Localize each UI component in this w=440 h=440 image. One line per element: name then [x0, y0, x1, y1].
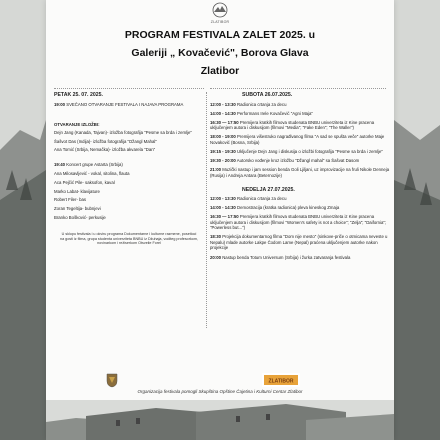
opening-text: SVEČANO OTVARANJE FESTIVALA I NAJAVA PROGRAMA — [66, 101, 184, 107]
event-text: Uključenje Dejn Jang i diskusija o izložbi fotografija "Pesme sa brda i zemlje" — [237, 148, 383, 154]
event-time: 14:00 - 14:30 — [210, 205, 236, 211]
gallery-photo — [46, 400, 394, 440]
band-member: Branko Bošković- perkusije — [54, 214, 106, 220]
event-entry — [210, 120, 390, 131]
footer-credits: Organizacija festivala pomogli Skupština Opštine Čajetina i Kulturni Centar Zlatibor — [137, 389, 303, 394]
poster-title — [46, 26, 394, 80]
date-friday: PETAK 25. 07. 2025. — [54, 92, 103, 98]
event-text: Premijera kratkih filmova studenata BNBU univerziteta iz Kine pracena uključenjem autora i diskusijom (filmovi "Media"; "Fake Eden"; "The Waller") — [210, 119, 375, 131]
event-text: Demostracija (kratka radionica) pleva kineskog Zmaja — [237, 205, 340, 211]
event-time: 12:00 - 13:30 — [210, 101, 236, 107]
municipality-crest-icon — [104, 372, 120, 388]
festival-poster — [46, 0, 394, 440]
festival-logo-icon — [209, 2, 231, 20]
title-line-2: Galeriji „ Kovačević", Borova Glava — [131, 47, 309, 59]
event-text: Muzički nastup i jam session benda Goli Ljiljani, uz improvizacije na fruli Nikole Denneja (Rusija) i Andreja Antara (Beternozije) — [210, 167, 390, 178]
event-entry — [210, 102, 390, 108]
exhibitions-title: OTVARANJE IZLOŽBI: — [54, 121, 100, 127]
event-entry — [210, 255, 390, 261]
event-entry — [210, 134, 390, 145]
event-time: 19:15 - 19:30 — [210, 148, 236, 154]
festival-note: U sklopu festivala i u okviru programa Dokumentarne i kulturne razmene, posetioci na gosti iz filma, grupa studenta univerziteta BNBU iz Džuhaja, voditeg profesorkom, novinarkom i režiserkom Otsveile Forel — [60, 232, 198, 246]
event-time: 16:30 — 17:50 — [210, 214, 239, 220]
event-text: Autorsko vođenje kroz izložbu "Džangl mahal" sa Šašvat Dasom — [236, 157, 360, 163]
event-text: Radionica crtanja za decu — [237, 101, 287, 107]
event-text: Premijera kratkih filmova studenata BNBU univerziteta iz Kine pracena uključenjem autora i diskusijom (filmovi "Women's safety is not a choice"; "Zelja"; "Daifornia"; "Powerless but...") — [210, 214, 387, 231]
band-member: Robert Filer- bas — [54, 197, 86, 203]
event-entry — [210, 196, 390, 202]
band-member: Ana Milosavljević - vokal, sitolina, flauta — [54, 171, 130, 177]
event-entry — [210, 158, 390, 164]
event-entry — [210, 214, 390, 231]
day-saturday-sunday — [210, 93, 390, 264]
event-time: 20:00 — [210, 254, 221, 260]
day-friday — [54, 93, 204, 246]
festival-logo-text: ZLATIBOR — [210, 20, 230, 24]
exhibition-item: Šašvot Das (Indija)- izložba fotografija "Džangl Mahal" — [54, 138, 157, 144]
divider-right — [210, 88, 386, 89]
event-text: Projekcija dokumentarnog filma "Dom nije mesto" (sinkove-priče o otmicama neveste u Nepalu) mlade autorke Lakpe Čodom Lame (Nepal) praćena uključenjem autorke nakon projekcije — [210, 234, 388, 251]
sponsor-logos — [46, 372, 394, 388]
event-text: Performans Irele Kovačević "Agni Maja" — [237, 110, 313, 116]
column-divider — [206, 92, 207, 328]
concert-entry — [54, 162, 204, 168]
event-time: 18:00 - 19:00 — [210, 134, 236, 140]
event-entry — [210, 234, 390, 251]
event-text: Radionica crtanja za decu — [237, 196, 287, 202]
date-saturday: SUBOTA 26.07.2025. — [242, 92, 293, 98]
band-member: Aca Pejčić Pile- saksofon, kaval — [54, 179, 115, 185]
band-member: Marko Labat- klavijature — [54, 188, 100, 194]
title-line-3: Zlatibor — [200, 65, 240, 77]
event-text: Nastup benda Totum Universum (Srbija) i žurka zatvaranja festivala — [222, 254, 351, 260]
title-line-1: PROGRAM FESTIVALA ZALET 2025. u — [124, 29, 316, 41]
kulturni-centar-logo — [262, 372, 300, 388]
event-text: Premijera višestruko nagrađivanog filma "A sad se spušta veče" autorke Maje Novaković (Bosna, Srbija) — [210, 134, 385, 145]
event-time: 19:30 - 20:00 — [210, 157, 236, 163]
opening-time: 19:00 — [54, 101, 65, 107]
event-entry — [210, 167, 390, 178]
event-time: 16:30 — 17:50 — [210, 119, 239, 125]
logo-right-text: ZLATIBOR — [268, 378, 294, 385]
exhibition-item: Ana Tomić (Srbija, Nemačka)- izložba akvarela "Dan" — [54, 147, 156, 153]
event-time: 14:00 - 14:30 — [210, 110, 236, 116]
band-member: Zoran Tegeltija- bubnjevi — [54, 206, 101, 211]
event-time: 12:00 - 13:30 — [210, 196, 236, 202]
concert-text: Koncert grupe Astarta (Srbija) — [66, 162, 123, 168]
divider-left — [54, 88, 204, 89]
event-time: 21:00 — [210, 167, 221, 173]
event-entry — [210, 149, 390, 155]
concert-time: 19:40 — [54, 162, 65, 168]
opening-entry — [54, 102, 204, 108]
date-sunday: NEDELJA 27.07.2025. — [242, 186, 295, 193]
event-entry — [210, 111, 390, 117]
festival-logo — [202, 2, 238, 24]
event-time: 18:30 — [210, 234, 221, 240]
event-entry — [210, 205, 390, 211]
exhibition-item: Dejn Jang (Kanada, Tajvan)- izložba fotografija "Pesme sa brda i zemlje" — [54, 130, 192, 136]
